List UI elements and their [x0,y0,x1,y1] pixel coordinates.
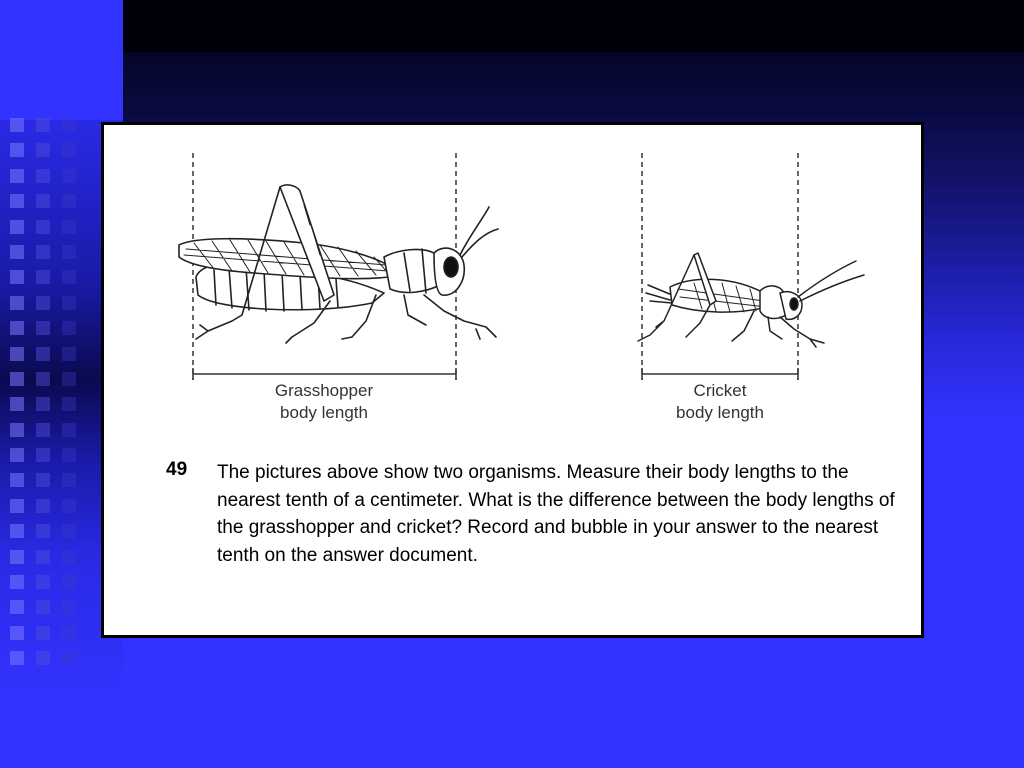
cricket-label-line1: Cricket [693,381,747,400]
cricket-icon [638,253,864,347]
question-text: The pictures above show two organisms. Measure their body lengths to the nearest tenth of a centimeter. What is the difference between the body lengths of the grasshopper and cricket? Record and bubble in your answer to the nearest tenth on the answer document. [217,462,895,566]
decorative-squares-2 [36,118,50,677]
grasshopper-label-line2: body length [280,403,368,422]
question-card [101,122,924,638]
background-top-band [123,0,1024,52]
cricket-guides [642,153,798,380]
grasshopper-label-line1: Grasshopper [274,381,374,400]
decorative-squares [10,118,24,677]
cricket-label-line2: body length [676,403,764,422]
left-strip-top [0,0,123,120]
insect-figure [104,125,921,435]
question-number: 49 [166,459,188,480]
grasshopper-icon [179,185,498,343]
decorative-squares-3 [62,118,76,677]
